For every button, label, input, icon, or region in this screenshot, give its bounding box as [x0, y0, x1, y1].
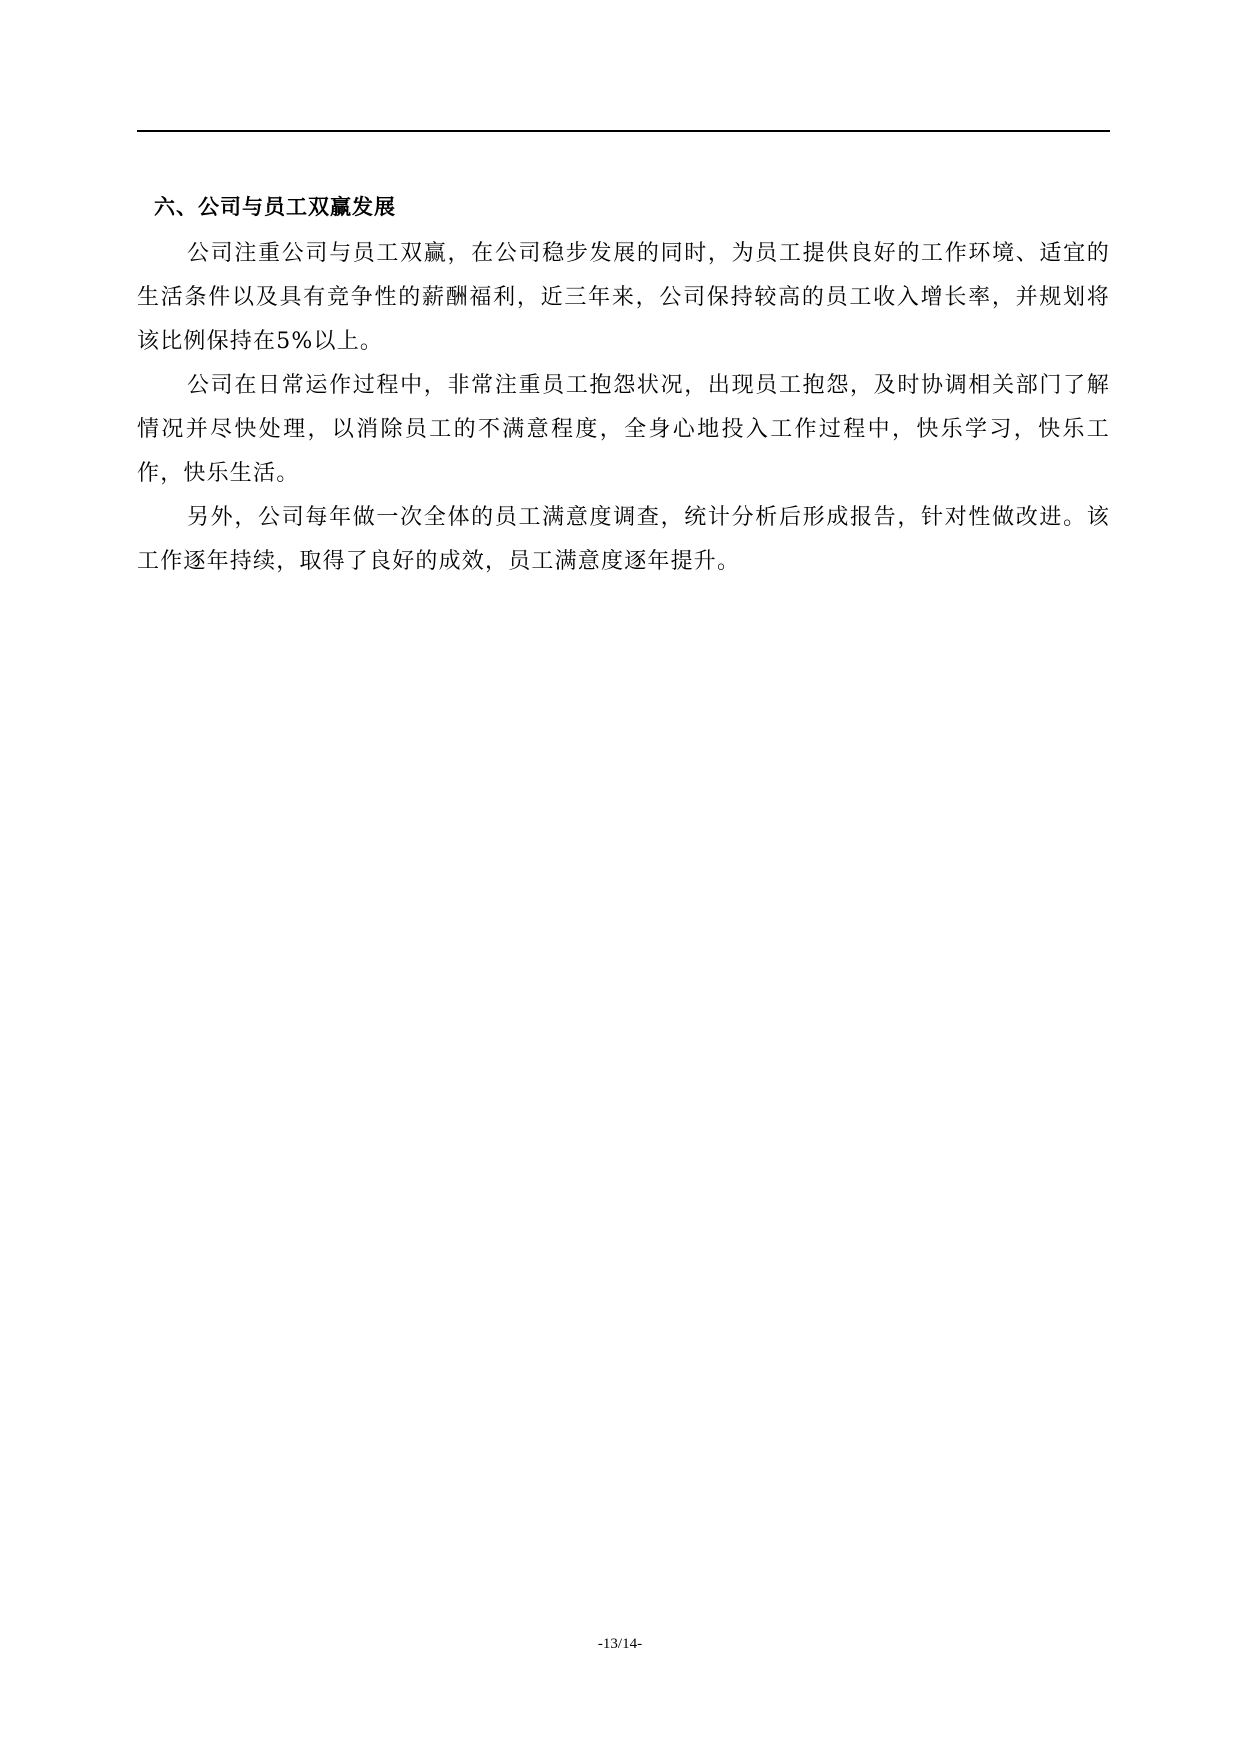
header-rule: [137, 130, 1110, 132]
section-content: [137, 190, 1110, 584]
paragraph-satisfaction-survey: 另外，公司每年做一次全体的员工满意度调查，统计分析后形成报告，针对性做改进。该工作逐年持续，取得了良好的成效，员工满意度逐年提升。: [137, 505, 1110, 574]
section-heading: 六、公司与员工双赢发展: [154, 195, 396, 219]
paragraph-win-win: 公司注重公司与员工双赢，在公司稳步发展的同时，为员工提供良好的工作环境、适宜的生活条件以及具有竞争性的薪酬福利，近三年来，公司保持较高的员工收入增长率，并规划将该比例保持在5%以上。: [137, 241, 1110, 354]
page-number: -13/14-: [597, 1636, 643, 1652]
paragraph-complaints: 公司在日常运作过程中，非常注重员工抱怨状况，出现员工抱怨，及时协调相关部门了解情况并尽快处理，以消除员工的不满意程度，全身心地投入工作过程中，快乐学习，快乐工作，快乐生活。: [137, 373, 1110, 486]
